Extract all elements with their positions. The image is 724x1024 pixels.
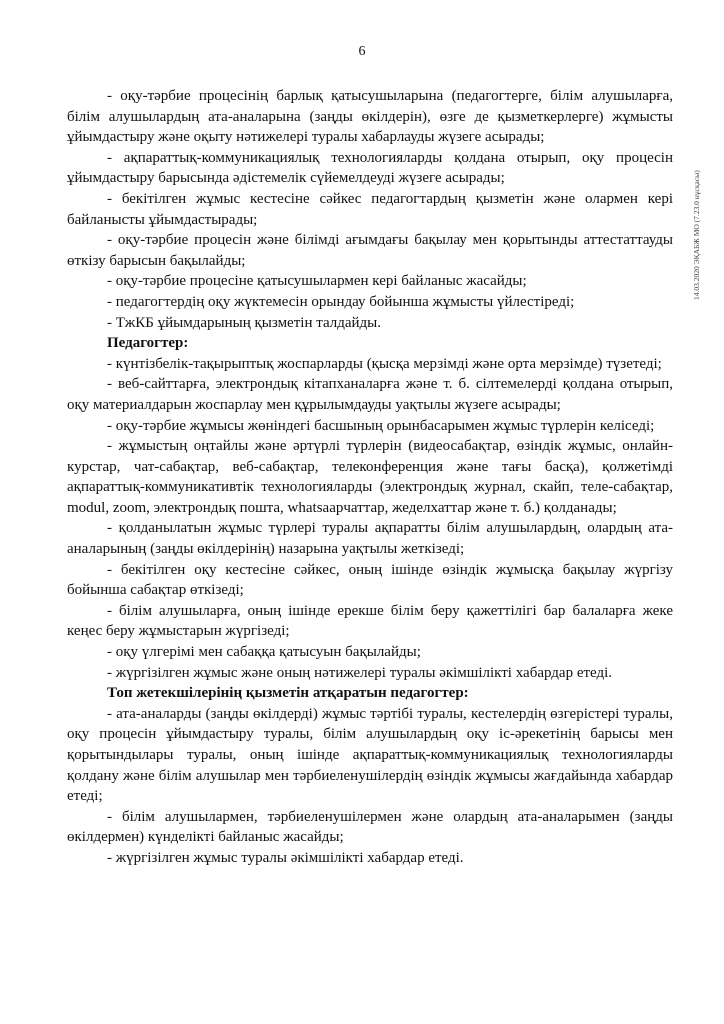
paragraph: - бекітілген оқу кестесіне сәйкес, оның ішінде өзіндік жұмысқа бақылау жүргізу бойынша сабақтар өткізеді; (67, 561, 673, 599)
paragraph: - күнтізбелік-тақырыптық жоспарларды (қысқа мерзімді және орта мерзімде) түзетеді; (107, 355, 662, 372)
paragraph: - жүргізілген жұмыс туралы әкімшілікті хабардар етеді. (107, 849, 464, 866)
paragraph: - ақпараттық-коммуникациялық технологияларды қолдана отырып, оқу процесін ұйымдастыру барысында әдістемелік сүйемелдеуді жүзеге асырады; (67, 149, 673, 187)
section-heading: Топ жетекшілерінің қызметін атқаратын педагогтер: (107, 685, 469, 702)
section-heading: Педагогтер: (107, 335, 189, 352)
paragraph: - білім алушыларға, оның ішінде ерекше білім беру қажеттілігі бар балаларға жеке кеңес беру жұмыстарын жүргізеді; (67, 602, 673, 640)
page-number: 6 (358, 44, 366, 59)
paragraph: - жүргізілген жұмыс және оның нәтижелері туралы әкімшілікті хабардар етеді. (107, 664, 613, 681)
paragraph: - ата-аналарды (заңды өкілдерді) жұмыс тәртібі туралы, кестелердің өзгерістері туралы, оқу процесін ұйымдастыру туралы, білім алушылардың оқу іс-әрекетінің барысы мен қорытындылары туралы, оның ішінде ақпараттық-коммуникациялық технологияларды қолдану және білім алушылар мен тәрбиеленушілердің өзіндік жұмысы жағдайында хабардар етеді; (67, 705, 673, 805)
paragraph: - оқу-тәрбие процесінің барлық қатысушыларына (педагогтерге, білім алушыларға, білім алушылардың ата-аналарына (заңды өкілдерін), өзге де қызметкерлерге) жұмысты ұйымдастыру және оқыту нәтижелері туралы хабарлауды жүзеге асырады; (67, 88, 673, 146)
paragraph: - жұмыстың оңтайлы және әртүрлі түрлерін (видеосабақтар, өзіндік жұмыс, онлайн-курстар, чат-сабақтар, веб-сабақтар, телеконференция және тағы басқа), қолжетімді ақпараттық-коммуникативтік технологияларды (электрондық журнал, скайп, теле-сабақтар, modul, zoom, электрондық пошта, whatsaapчаттар, жеделхаттар және т. б.) қолданады; (67, 438, 673, 516)
paragraph: - веб-сайттарға, электрондық кітапханаларға және т. б. сілтемелерді қолдана отырып, оқу материалдарын жоспарлау мен құрылымдауды уақтылы жүзеге асырады; (67, 376, 673, 413)
paragraph: - оқу үлгерімі мен сабаққа қатысуын бақылайды; (107, 644, 421, 661)
paragraph: - бекітілген жұмыс кестесіне сәйкес педагогтардың қызметін және олармен кері байланысты ұйымдастырады; (67, 190, 673, 228)
document-body (67, 86, 673, 869)
paragraph: - оқу-тәрбие процесіне қатысушылармен кері байланыс жасайды; (107, 273, 527, 290)
paragraph: - оқу-тәрбие процесін және білімді ағымдағы бақылау мен қорытынды аттестаттауды өткізу барысын бақылайды; (67, 232, 673, 269)
paragraph: - ТжКБ ұйымдарының қызметін талдайды. (107, 314, 382, 331)
side-stamp: 14.03.2020 ЭҚАБЖ МО (7.23.0 нұсқасы) (692, 170, 701, 300)
paragraph: - педагогтердің оқу жүктемесін орындау бойынша жұмысты үйлестіреді; (107, 293, 575, 310)
paragraph: - қолданылатын жұмыс түрлері туралы ақпаратты білім алушылардың, олардың ата-аналарының (заңды өкілдерінің) назарына уақтылы жеткізеді; (67, 520, 673, 558)
paragraph: - білім алушылармен, тәрбиеленушілермен және олардың ата-аналарымен (заңды өкілдермен) күнделікті байланыс жасайды; (67, 808, 673, 846)
paragraph: - оқу-тәрбие жұмысы жөніндегі басшының орынбасарымен жұмыс түрлерін келіседі; (107, 417, 655, 434)
